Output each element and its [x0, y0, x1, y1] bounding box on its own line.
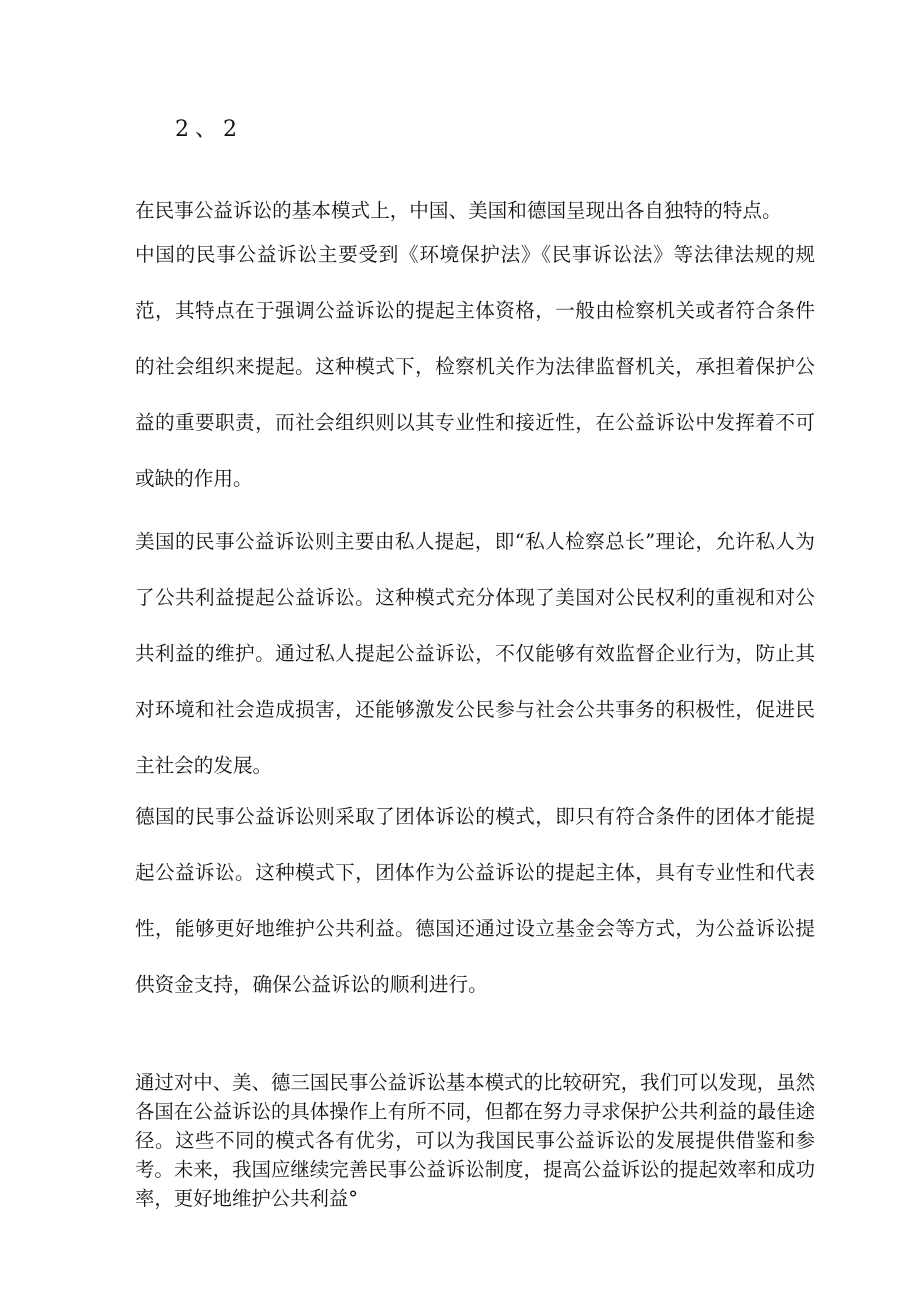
paragraph-usa: 美国的民事公益诉讼则主要由私人提起，即“私人检察总长”理论，允许私人为了公共利益提起公益诉讼。这种模式充分体现了美国对公民权利的重视和对公共利益的维护。通过私人提起公益诉讼，不仅能够有效监督企业行为，防止其对环境和社会造成损害，还能够激发公民参与社会公共事务的积极性，促进民主社会的发展。 [135, 530, 815, 777]
paragraph-germany: 德国的民事公益诉讼则采取了团体诉讼的模式，即只有符合条件的团体才能提起公益诉讼。这种模式下，团体作为公益诉讼的提起主体，具有专业性和代表性，能够更好地维护公共利益。德国还通过设立基金会等方式，为公益诉讼提供资金支持，确保公益诉讼的顺利进行。 [135, 805, 815, 996]
paragraph-conclusion: 通过对中、美、德三国民事公益诉讼基本模式的比较研究，我们可以发现，虽然各国在公益诉讼的具体操作上有所不同，但都在努力寻求保护公共利益的最佳途径。这些不同的模式各有优劣，可以为我国民事公益诉讼的发展提供借鉴和参考。未来，我国应继续完善民事公益诉讼制度，提高公益诉讼的提起效率和成功率，更好地维护公共利益° [135, 1071, 815, 1210]
paragraph-intro: 在民事公益诉讼的基本模式上，中国、美国和德国呈现出各自独特的特点。 [135, 199, 782, 222]
section-heading: 2、2 [175, 117, 243, 142]
paragraph-china: 中国的民事公益诉讼主要受到《环境保护法》《民事诉讼法》等法律法规的规范，其特点在于强调公益诉讼的提起主体资格，一般由检察机关或者符合条件的社会组织来提起。这种模式下，检察机关作为法律监督机关，承担着保护公益的重要职责，而社会组织则以其专业性和接近性，在公益诉讼中发挥着不可或缺的作用。 [135, 243, 815, 490]
